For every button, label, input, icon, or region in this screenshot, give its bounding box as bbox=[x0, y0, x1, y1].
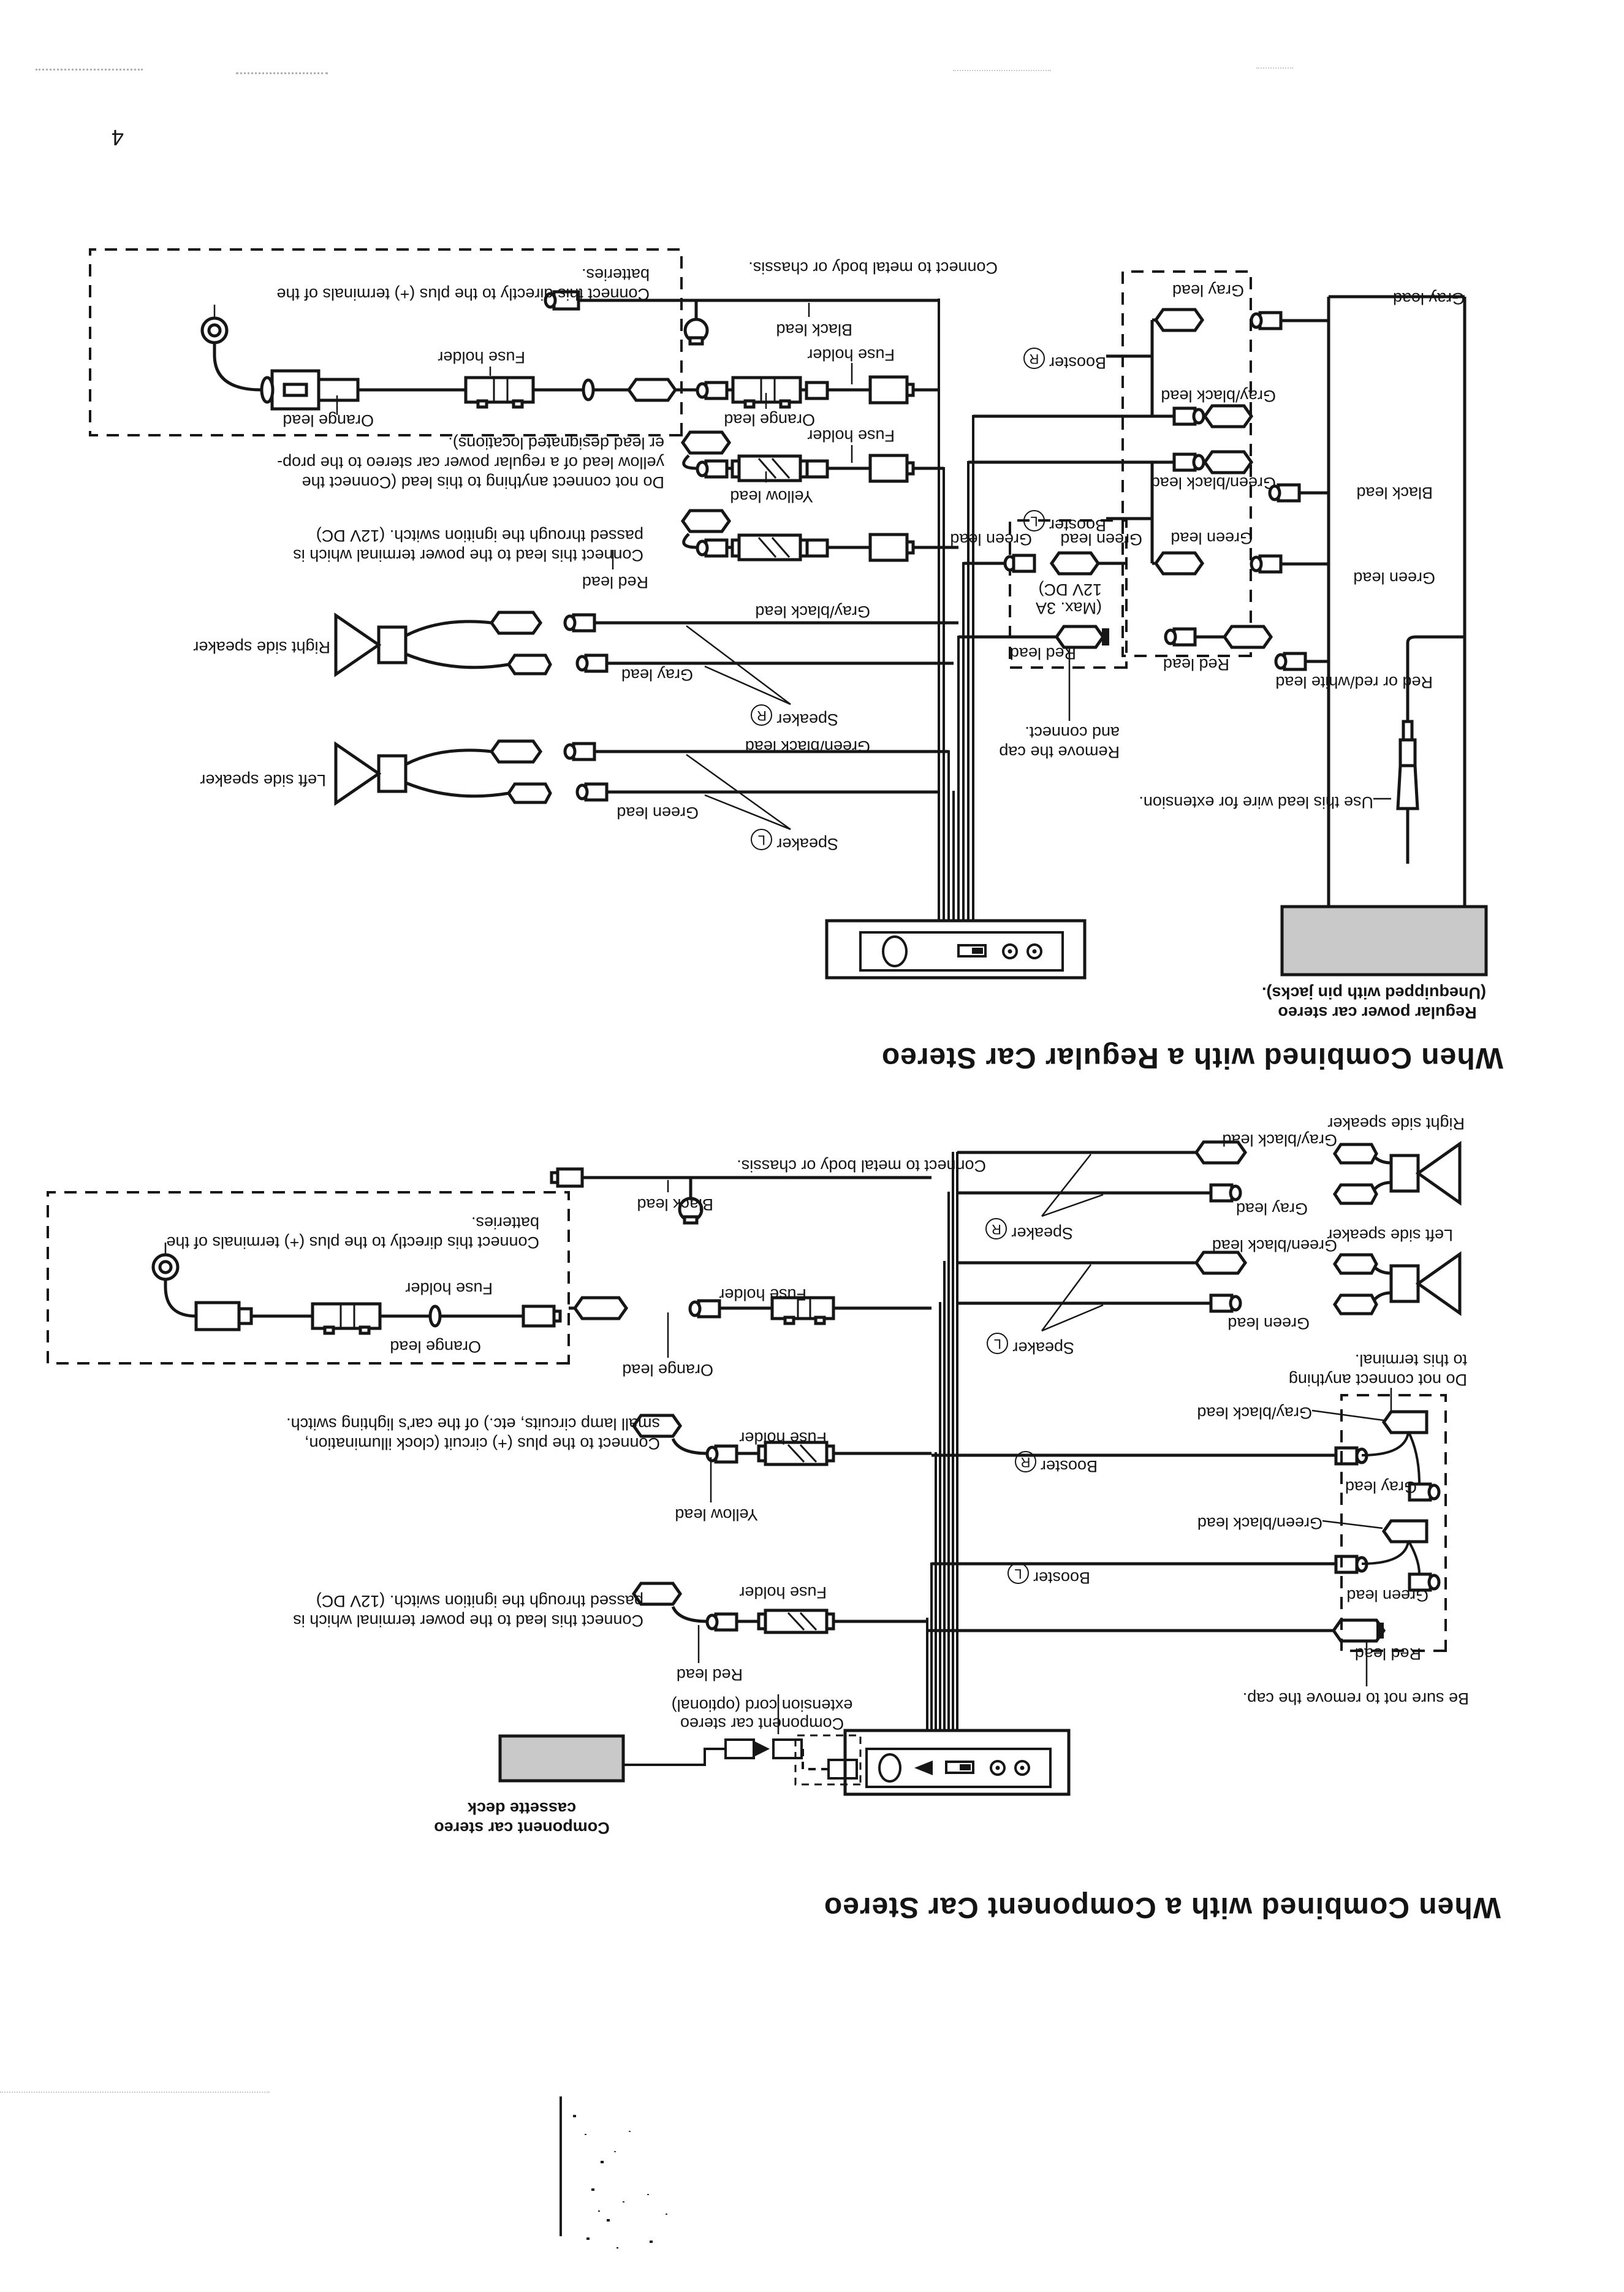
label-green-lead: Green lead bbox=[1227, 1314, 1310, 1333]
cassette-deck-caption-line2: cassette deck bbox=[467, 1799, 577, 1818]
scan-noise-dots bbox=[236, 72, 328, 74]
label-green-black-lead: Green/black lead bbox=[1150, 474, 1276, 492]
label-right-side-speaker: Right side speaker bbox=[1327, 1114, 1465, 1133]
label-gray-lead: Gray lead bbox=[1235, 1200, 1308, 1218]
regular-right-speaker bbox=[336, 612, 958, 704]
label-booster-r: BoosterR bbox=[1023, 348, 1106, 372]
label-green-black-lead: Green/black lead bbox=[1197, 1514, 1322, 1532]
scan-noise-dots bbox=[953, 70, 1051, 71]
do-not-lead-line1: Do not connect anything to this lead (Connect the bbox=[302, 473, 664, 492]
do-not-terminal-line2: to this terminal. bbox=[1354, 1351, 1467, 1369]
label-booster-l: BoosterL bbox=[1023, 510, 1106, 535]
ignition-note-line1: Connect this lead to the power terminal which is bbox=[293, 1612, 643, 1630]
label-booster-r: BoosterR bbox=[1015, 1451, 1098, 1475]
label-green-black-lead: Green/black lead bbox=[745, 737, 870, 756]
label-speaker-r: SpeakerR bbox=[985, 1218, 1073, 1243]
battery-note-line2: batteries. bbox=[581, 265, 650, 284]
label-right-side-speaker: Right side speaker bbox=[193, 638, 330, 657]
label-booster-l: BoosterL bbox=[1007, 1563, 1090, 1587]
remove-cap-line1: Remove the cap bbox=[999, 743, 1120, 761]
regular-stereo-caption-line1: Regular power car stereo bbox=[1278, 1003, 1477, 1022]
label-fuse-holder: Fuse holder bbox=[807, 346, 895, 364]
label-gray-lead: Gray lead bbox=[621, 666, 693, 684]
label-red-lead: Red lead bbox=[1354, 1645, 1421, 1663]
extension-cord-label-line1: Component car stereo bbox=[680, 1715, 844, 1733]
label-gray-black-lead: Gray/black lead bbox=[1161, 387, 1276, 405]
regular-stereo-caption-line2: (Unequipped with pin jacks). bbox=[1261, 984, 1486, 1002]
component-right-speaker bbox=[957, 1142, 1460, 1216]
label-orange-lead: Orange lead bbox=[283, 411, 374, 430]
regular-wire-trunk bbox=[939, 299, 973, 921]
scan-stain bbox=[573, 2115, 576, 2117]
label-gray-black-lead: Gray/black lead bbox=[1197, 1404, 1312, 1422]
label-speaker-l: SpeakerL bbox=[987, 1333, 1074, 1357]
label-green-lead: Green lead bbox=[1346, 1586, 1429, 1605]
do-not-lead-line2: yellow lead of a regular power car stereo to the prop- bbox=[277, 454, 664, 472]
scan-noise-dots bbox=[1256, 67, 1293, 69]
scan-noise-dots bbox=[0, 2092, 270, 2093]
label-red-or-red-white-lead: Red or red/white lead bbox=[1275, 673, 1433, 691]
do-not-terminal-line1: Do not connect anything bbox=[1288, 1371, 1467, 1389]
page-number: 4 bbox=[111, 125, 124, 150]
label-fuse-holder: Fuse holder bbox=[739, 1583, 827, 1602]
be-sure-note: Be sure not to remove the cap. bbox=[1242, 1689, 1469, 1708]
regular-power-stereo-harness bbox=[1251, 297, 1486, 975]
do-not-lead-line3: er lead designated locations). bbox=[448, 434, 664, 452]
label-gray-lead: Gray lead bbox=[1392, 289, 1465, 308]
label-fuse-holder: Fuse holder bbox=[438, 348, 525, 367]
lighting-note-line1: Connect to the plus (+) circuit (clock illumination, bbox=[305, 1434, 660, 1453]
component-orange-chain bbox=[569, 1298, 932, 1358]
label-black-lead: Black lead bbox=[1356, 484, 1433, 502]
label-black-lead: Black lead bbox=[637, 1195, 713, 1214]
label-fuse-holder: Fuse holder bbox=[405, 1279, 493, 1298]
battery-note-line2: batteries. bbox=[471, 1214, 539, 1232]
label-fuse-holder: Fuse holder bbox=[719, 1285, 806, 1304]
component-left-speaker bbox=[957, 1252, 1460, 1331]
remove-cap-line2: and connect. bbox=[1025, 723, 1120, 742]
section-title-component: When Combined with a Component Car Stereo bbox=[823, 1891, 1501, 1924]
label-green-lead: Green lead bbox=[950, 530, 1032, 549]
ignition-note-line2: passed through the ignition switch. (12V DC) bbox=[316, 1592, 643, 1610]
component-wire-trunk bbox=[927, 1152, 957, 1730]
label-gray-lead: Gray lead bbox=[1172, 281, 1244, 300]
component-stereo-unit bbox=[845, 1730, 1069, 1794]
extension-cord-label-line2: extension cord (optional) bbox=[671, 1696, 853, 1715]
label-orange-lead: Orange lead bbox=[622, 1361, 713, 1379]
label-green-lead: Green lead bbox=[1060, 530, 1142, 549]
label-green-lead: Green lead bbox=[617, 804, 699, 822]
label-speaker-r: SpeakerR bbox=[751, 704, 838, 729]
regular-orange-chain bbox=[629, 363, 939, 409]
label-left-side-speaker: Left side speaker bbox=[200, 771, 326, 790]
section-title-regular: When Combined with a Regular Car Stereo bbox=[881, 1041, 1503, 1074]
battery-note-line1: Connect this directly to the plus (+) terminals of the bbox=[166, 1233, 539, 1252]
chassis-note: Connect to metal body or chassis. bbox=[748, 259, 998, 277]
scan-line-artifact bbox=[560, 2096, 562, 2236]
regular-stereo-unit bbox=[827, 921, 1085, 978]
component-booster-wires bbox=[927, 1388, 1446, 1686]
component-ground-wire bbox=[552, 1169, 932, 1223]
label-gray-lead: Gray lead bbox=[1345, 1478, 1417, 1496]
max-rating-line1: (Max. 3A bbox=[1035, 599, 1102, 617]
label-fuse-holder: Fuse holder bbox=[807, 427, 895, 445]
regular-booster-box bbox=[958, 272, 1271, 721]
label-green-lead: Green lead bbox=[1353, 569, 1435, 587]
cassette-deck-caption-line1: Component car stereo bbox=[434, 1819, 610, 1837]
label-yellow-lead: Yellow lead bbox=[675, 1506, 758, 1524]
ignition-note-line2: passed through the ignition switch. (12V DC) bbox=[316, 527, 643, 545]
regular-red-chain bbox=[613, 511, 958, 569]
label-red-lead: Red lead bbox=[1009, 644, 1076, 663]
label-green-lead: Green lead bbox=[1171, 529, 1253, 547]
label-orange-lead: Orange lead bbox=[724, 411, 815, 429]
label-yellow-lead: Yellow lead bbox=[730, 487, 813, 506]
ignition-note-line1: Connect this lead to the power terminal which is bbox=[293, 546, 643, 565]
label-speaker-l: SpeakerL bbox=[751, 829, 838, 853]
label-fuse-holder: Fuse holder bbox=[739, 1429, 827, 1447]
lighting-note-line2: small lamp circuits, etc.) of the car's lighting switch. bbox=[286, 1415, 660, 1433]
label-red-lead: Red lead bbox=[582, 573, 648, 592]
scan-noise-dots bbox=[36, 69, 143, 70]
label-red-lead: Red lead bbox=[676, 1666, 743, 1684]
label-black-lead: Black lead bbox=[776, 321, 852, 339]
cassette-deck bbox=[500, 1736, 623, 1781]
label-red-lead: Red lead bbox=[1163, 655, 1229, 674]
label-green-black-lead: Green/black lead bbox=[1212, 1236, 1337, 1255]
label-orange-lead: Orange lead bbox=[390, 1338, 481, 1356]
chassis-note: Connect to metal body or chassis. bbox=[737, 1157, 986, 1175]
max-rating-line2: 12V DC) bbox=[1038, 581, 1102, 599]
label-gray-black-lead: Gray/black lead bbox=[755, 603, 870, 621]
label-left-side-speaker: Left side speaker bbox=[1327, 1226, 1453, 1244]
label-gray-black-lead: Gray/black lead bbox=[1222, 1131, 1337, 1149]
use-lead-note: Use this lead wire for extension. bbox=[1139, 793, 1373, 812]
battery-note-line1: Connect this directly to the plus (+) terminals of the bbox=[276, 285, 650, 303]
